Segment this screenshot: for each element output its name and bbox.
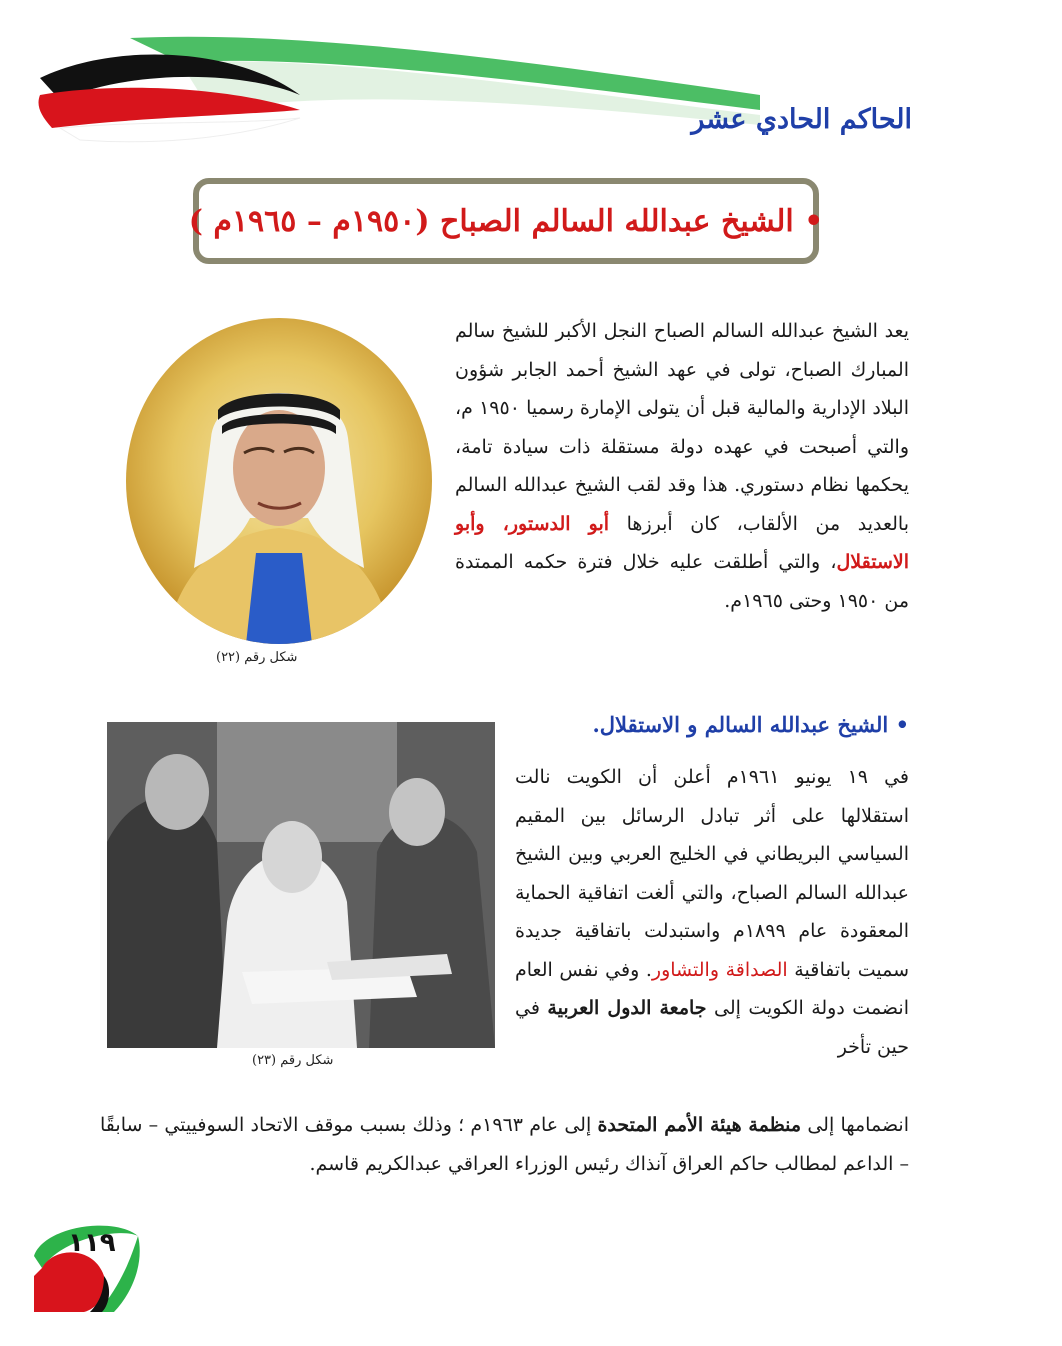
- intro-paragraph: يعد الشيخ عبدالله السالم الصباح النجل الأكبر للشيخ سالم المبارك الصباح، تولى في عهد الشيخ أحمد الجابر شؤون البلاد الإدارية والمالية قبل أن يتولى الإمارة رسميا ١٩٥٠ م، والتي أصبحت في عهده دولة مستقلة ذات سيادة تامة، يحكمها نظام دستوري. هذا وقد لقب الشيخ عبدالله السالم بالعديد من الألقاب، كان أبرزها أبو الدستور، وأبو الاستقلال، والتي أطلقت عليه خلال فترة حكمه الممتدة من ١٩٥٠ وحتى ١٩٦٥م.: [455, 320, 910, 612]
- kuwait-flag-swoosh-top: [0, 0, 760, 160]
- page-number: ١١٩: [68, 1228, 116, 1258]
- title-box: [188, 178, 824, 264]
- titles-highlight: أبو الدستور، وأبو الاستقلال: [455, 512, 909, 573]
- chapter-label: الحاكم الحادي عشر: [691, 104, 912, 135]
- figure-22-caption: شكل رقم (٢٢): [216, 650, 298, 665]
- page-title: • الشيخ عبدالله السالم الصباح (١٩٥٠م – ١٩٦٥م ): [188, 203, 824, 239]
- united-nations-bold: منظمة هيئة الأمم المتحدة: [597, 1114, 802, 1136]
- figure-23-caption: شكل رقم (٢٣): [252, 1053, 334, 1068]
- portrait-image: [126, 318, 432, 644]
- signing-photo: [107, 722, 495, 1048]
- signing-photo-illustration: [107, 722, 495, 1048]
- portrait-illustration: [126, 318, 432, 644]
- continuation-paragraph: انضمامها إلى منظمة هيئة الأمم المتحدة إلى عام ١٩٦٣م ؛ وذلك بسبب موقف الاتحاد السوفييتي – سابقًا – الداعم لمطالب حاكم العراق آنذاك رئيس الوزراء العراقي عبدالكريم قاسم.: [100, 1114, 909, 1175]
- independence-heading: • الشيخ عبدالله السالم و الاستقلال.: [592, 712, 909, 737]
- independence-paragraph: في ١٩ يونيو ١٩٦١م أعلن أن الكويت نالت استقلالها على أثر تبادل الرسائل بين المقيم السياسي البريطاني في الخليج العربي وبين الشيخ عبدالله السالم الصباح، والتي ألغت اتفاقية الحماية المعقودة عام ١٨٩٩م واستبدلت باتفاقية جديدة سميت باتفاقية الصداقة والتشاور. وفي نفس العام انضمت دولة الكويت إلى جامعة الدول العربية في حين تأخر: [515, 766, 909, 1058]
- arab-league-bold: جامعة الدول العربية: [547, 997, 707, 1019]
- friendship-treaty-highlight: الصداقة والتشاور: [651, 958, 788, 981]
